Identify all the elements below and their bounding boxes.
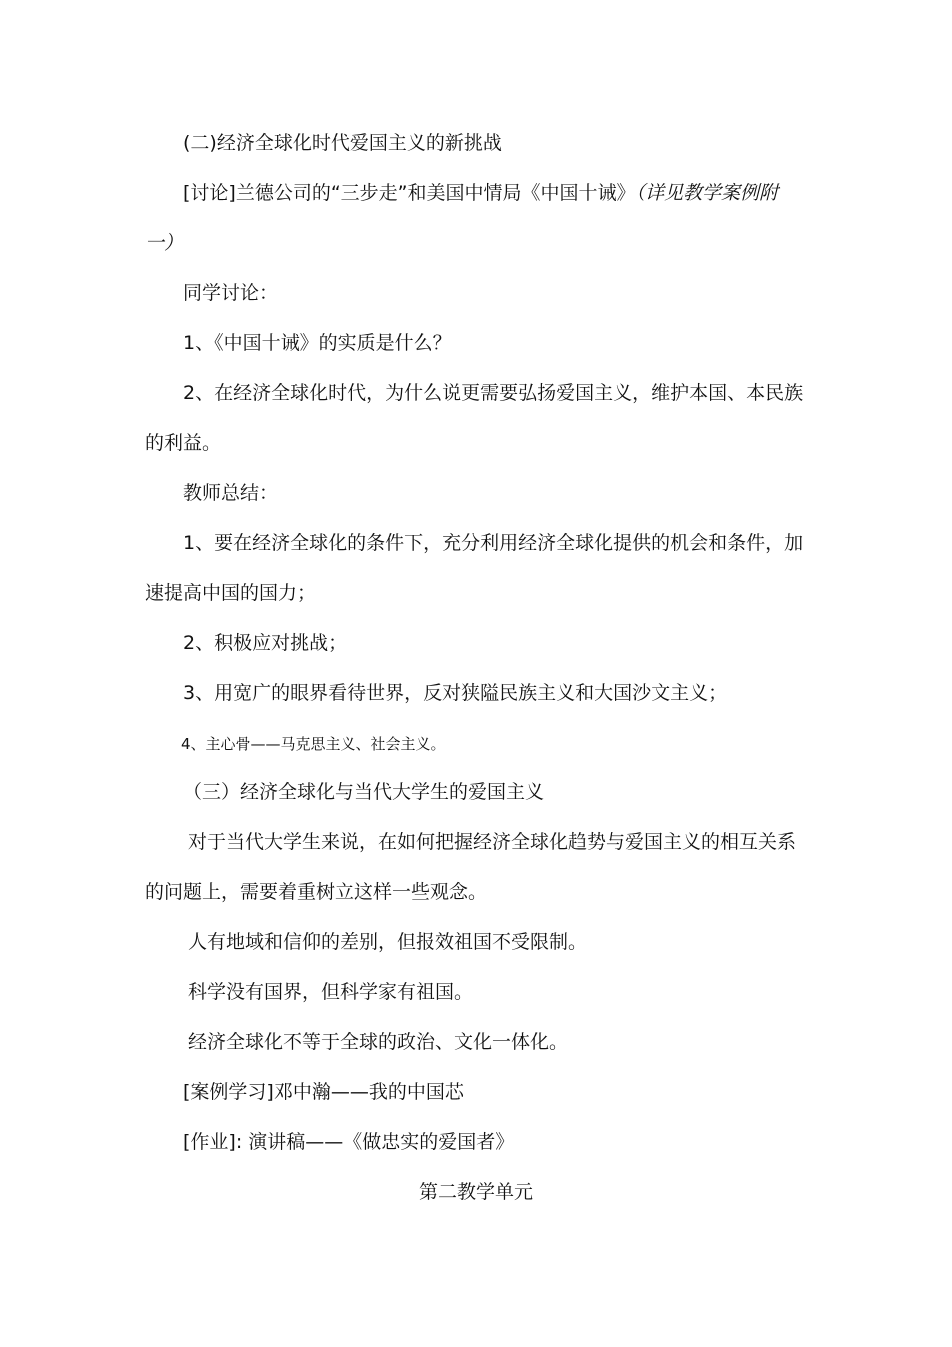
summary-2-text: 2、积极应对挑战； [183,632,348,654]
question-2-line-2 [145,430,815,456]
students-discuss-text: 同学讨论： [183,282,279,304]
discussion-note-continued-text: 一） [145,232,184,254]
summary-4 [181,731,851,757]
summary-3-text: 3、用宽广的眼界看待世界，反对狭隘民族主义和大国沙文主义； [183,682,728,704]
summary-1-text-1: 1、要在经济全球化的条件下，充分利用经济全球化提供的机会和条件，加 [183,532,804,554]
idea-3-text: 经济全球化不等于全球的政治、文化一体化。 [188,1031,569,1053]
teacher-summary-text: 教师总结： [183,482,279,504]
idea-2 [188,979,815,1005]
summary-2 [183,630,815,656]
unit-title [0,1179,952,1205]
summary-4-text: 4、主心骨——马克思主义、社会主义。 [181,735,446,753]
paragraph-3-text-2: 的问题上，需要着重树立这样一些观念。 [145,881,488,903]
question-1-text: 1、《中国十诫》的实质是什么？ [183,332,452,354]
students-discuss-label [183,280,815,306]
idea-2-text: 科学没有国界，但科学家有祖国。 [188,981,474,1003]
homework-text: [作业]: 演讲稿——《做忠实的爱国者》 [183,1131,515,1153]
discussion-note: （详见教学案例附 [635,182,779,204]
summary-1-text-2: 速提高中国的国力； [145,582,317,604]
homework [183,1129,815,1155]
section-heading-3-text: （三）经济全球化与当代大学生的爱国主义 [183,781,545,803]
section-heading-2-text: (二)经济全球化时代爱国主义的新挑战 [183,132,502,154]
discussion-text: [讨论]兰德公司的“三步走”和美国中情局《中国十诫》 [183,182,636,204]
idea-3 [188,1029,815,1055]
paragraph-3-line-2 [145,879,815,905]
case-study-text: [案例学习]邓中瀚——我的中国芯 [183,1081,464,1103]
summary-1-line-2 [145,580,815,606]
question-2-line-1 [183,380,815,406]
idea-1-text: 人有地域和信仰的差别，但报效祖国不受限制。 [188,931,588,953]
summary-3 [183,680,815,706]
paragraph-3-line-1 [188,829,815,855]
question-2-text-2: 的利益。 [145,432,222,454]
discussion-line [183,180,815,206]
teacher-summary-label [183,480,815,506]
discussion-note-continued [145,230,815,256]
unit-title-text: 第二教学单元 [418,1181,533,1203]
question-1 [183,330,815,356]
paragraph-3-text-1: 对于当代大学生来说，在如何把握经济全球化趋势与爱国主义的相互关系 [188,831,797,853]
question-2-text-1: 2、在经济全球化时代，为什么说更需要弘扬爱国主义，维护本国、本民族 [183,382,804,404]
section-heading-2 [183,130,815,156]
case-study [183,1079,815,1105]
section-heading-3 [183,779,815,805]
summary-1-line-1 [183,530,815,556]
idea-1 [188,929,815,955]
